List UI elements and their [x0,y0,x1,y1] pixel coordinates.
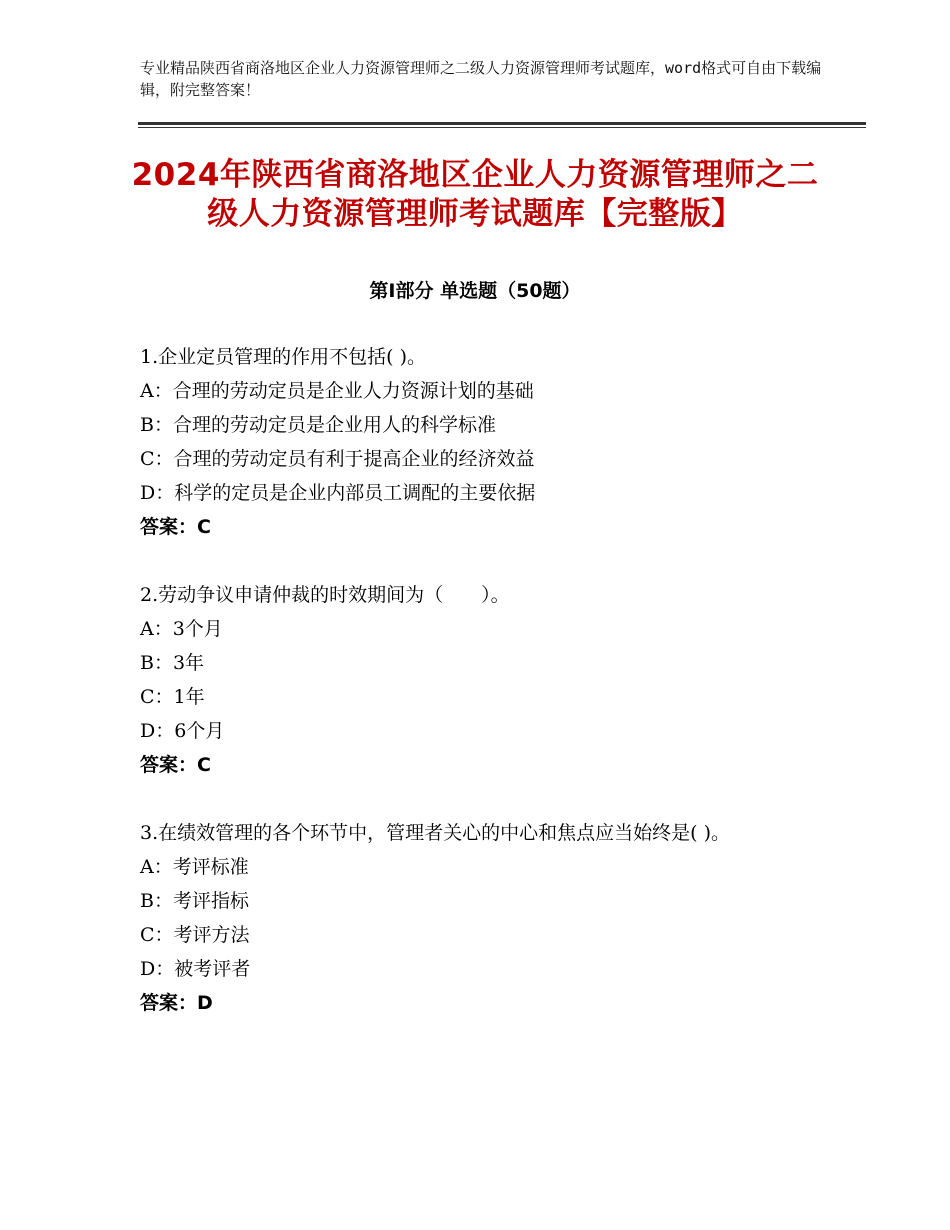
answer: 答案：C [140,754,211,776]
question-2 [140,578,840,782]
option-a: A：合理的劳动定员是企业人力资源计划的基础 [140,380,534,402]
option-b: B：合理的劳动定员是企业用人的科学标准 [140,414,496,436]
option-b: B：考评指标 [140,890,249,912]
question-stem: 3.在绩效管理的各个环节中，管理者关心的中心和焦点应当始终是( )。 [140,822,730,844]
option-c: C：1年 [140,686,205,708]
option-d: D：被考评者 [140,958,251,980]
question-3 [140,816,840,1020]
option-d: D：6个月 [140,720,225,742]
question-stem: 1.企业定员管理的作用不包括( )。 [140,346,426,368]
question-list [140,340,840,1054]
header-divider-thin [138,127,866,128]
question-1 [140,340,840,544]
section-title: 第Ⅰ部分 单选题（50题） [369,280,581,302]
question-stem: 2.劳动争议申请仲裁的时效期间为（ ）。 [140,584,510,606]
option-a: A：考评标准 [140,856,249,878]
option-d: D：科学的定员是企业内部员工调配的主要依据 [140,482,536,504]
option-c: C：合理的劳动定员有利于提高企业的经济效益 [140,448,535,470]
header-note: 专业精品陕西省商洛地区企业人力资源管理师之二级人力资源管理师考试题库，word格式可自由下载编辑，附完整答案！ [140,59,822,99]
header-divider-thick [138,122,866,125]
answer: 答案：C [140,516,211,538]
option-c: C：考评方法 [140,924,250,946]
answer: 答案：D [140,992,213,1014]
option-b: B：3年 [140,652,205,674]
document-title: 2024年陕西省商洛地区企业人力资源管理师之二级人力资源管理师考试题库【完整版】 [131,157,819,232]
option-a: A：3个月 [140,618,223,640]
